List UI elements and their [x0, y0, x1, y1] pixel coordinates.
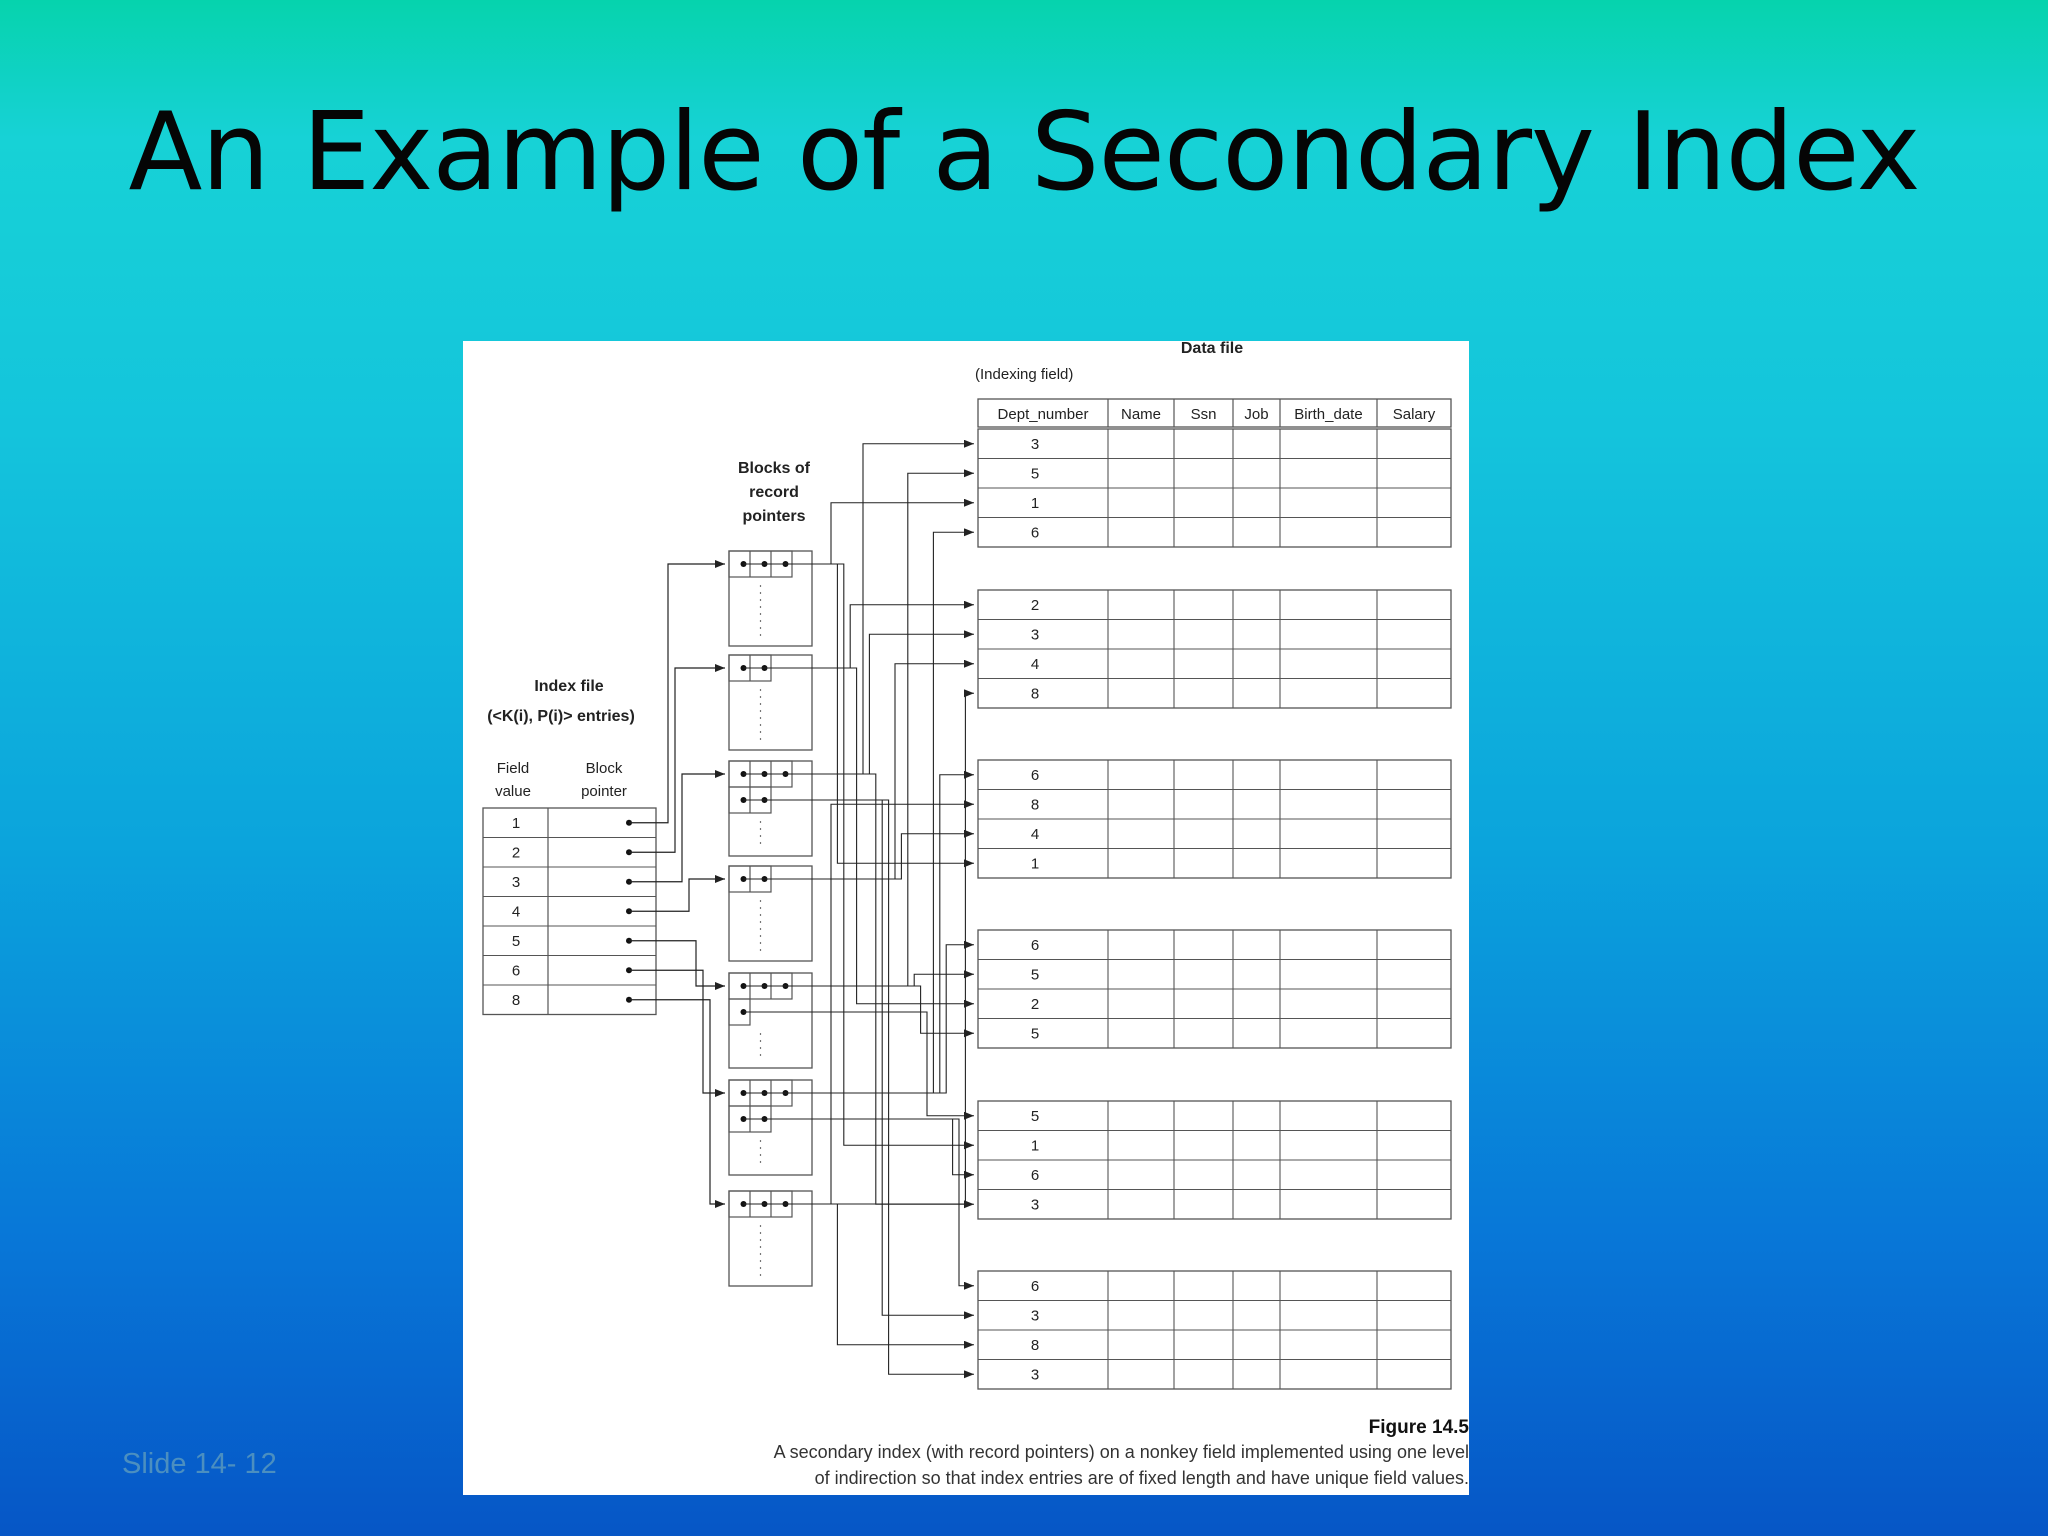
index-to-block-arrow [629, 564, 725, 823]
record-pointer-block [729, 655, 812, 750]
slide-number: Slide 14- 12 [122, 1448, 277, 1480]
dept-number-value: 1 [1030, 494, 1040, 512]
index-entries-label: (<K(i), P(i)> entries) [487, 708, 635, 725]
figure-caption-line: of indirection so that index entries are of fixed length and have unique field values. [814, 1468, 1469, 1488]
dept-number-value: 2 [1030, 995, 1040, 1013]
column-header: Dept_number [997, 406, 1089, 423]
record-pointer-block [729, 866, 812, 961]
dept-number-value: 3 [1030, 1366, 1040, 1384]
index-to-block-arrow [629, 1000, 725, 1204]
column-header: Birth_date [1294, 406, 1363, 423]
indexing-field-label: (Indexing field) [975, 366, 1074, 383]
index-file-label: Index file [534, 678, 604, 695]
column-header: Name [1120, 406, 1162, 423]
block-pointer-header: pointer [581, 783, 627, 800]
column-header: Salary [1392, 406, 1436, 423]
data-block [978, 1101, 1451, 1219]
index-field-value: 2 [511, 844, 521, 862]
dept-number-value: 5 [1030, 966, 1040, 984]
field-value-header: value [495, 783, 531, 800]
dept-number-value: 6 [1030, 936, 1040, 954]
figure-caption-line: A secondary index (with record pointers) on a nonkey field implemented using one level [773, 1442, 1469, 1462]
dept-number-value: 5 [1030, 465, 1040, 483]
index-field-value: 3 [511, 873, 521, 891]
data-block [978, 930, 1451, 1048]
index-field-value: 1 [511, 814, 521, 832]
blocks-label: pointers [742, 508, 806, 525]
slide-title: An Example of a Secondary Index [128, 90, 1920, 215]
dept-number-value: 8 [1030, 796, 1040, 814]
dept-number-value: 3 [1030, 1196, 1040, 1214]
record-pointer-block [729, 761, 812, 856]
dept-number-value: 4 [1030, 825, 1040, 843]
dept-number-value: 5 [1030, 1107, 1040, 1125]
block-pointer-header: Block [585, 760, 623, 777]
index-field-value: 8 [511, 991, 521, 1009]
data-block [978, 760, 1451, 878]
secondary-index-figure [463, 341, 1469, 1495]
dept-number-value: 8 [1030, 685, 1040, 703]
data-block [978, 590, 1451, 708]
pointer-to-record-arrow [786, 945, 975, 1093]
dept-number-value: 6 [1030, 524, 1040, 542]
record-pointer-block [729, 1191, 812, 1286]
figure-caption-title: Figure 14.5 [1368, 1417, 1469, 1438]
dept-number-value: 3 [1030, 1307, 1040, 1325]
pointer-to-record-arrow [786, 1204, 975, 1345]
dept-number-value: 3 [1030, 435, 1040, 453]
dept-number-value: 6 [1030, 1166, 1040, 1184]
dept-number-value: 8 [1030, 1336, 1040, 1354]
blocks-label: Blocks of [737, 460, 811, 477]
dept-number-value: 6 [1030, 1277, 1040, 1295]
record-pointer-block [729, 1080, 812, 1175]
dept-number-value: 4 [1030, 655, 1040, 673]
index-field-value: 5 [511, 932, 521, 950]
dept-number-value: 3 [1030, 626, 1040, 644]
dept-number-value: 6 [1030, 766, 1040, 784]
index-field-value: 4 [511, 903, 521, 921]
column-header: Ssn [1190, 406, 1217, 423]
dept-number-value: 1 [1030, 855, 1040, 873]
dept-number-value: 5 [1030, 1025, 1040, 1043]
secondary-index-diagram [463, 341, 1469, 1495]
column-header: Job [1244, 406, 1269, 423]
dept-number-value: 1 [1030, 1137, 1040, 1155]
data-block [978, 1271, 1451, 1389]
record-pointer-block [729, 973, 812, 1068]
field-value-header: Field [496, 760, 530, 777]
data-block [978, 429, 1451, 547]
record-pointer-block [729, 551, 812, 646]
index-field-value: 6 [511, 962, 521, 980]
data-file-label: Data file [1180, 341, 1244, 357]
blocks-label: record [749, 484, 799, 501]
dept-number-value: 2 [1030, 596, 1040, 614]
